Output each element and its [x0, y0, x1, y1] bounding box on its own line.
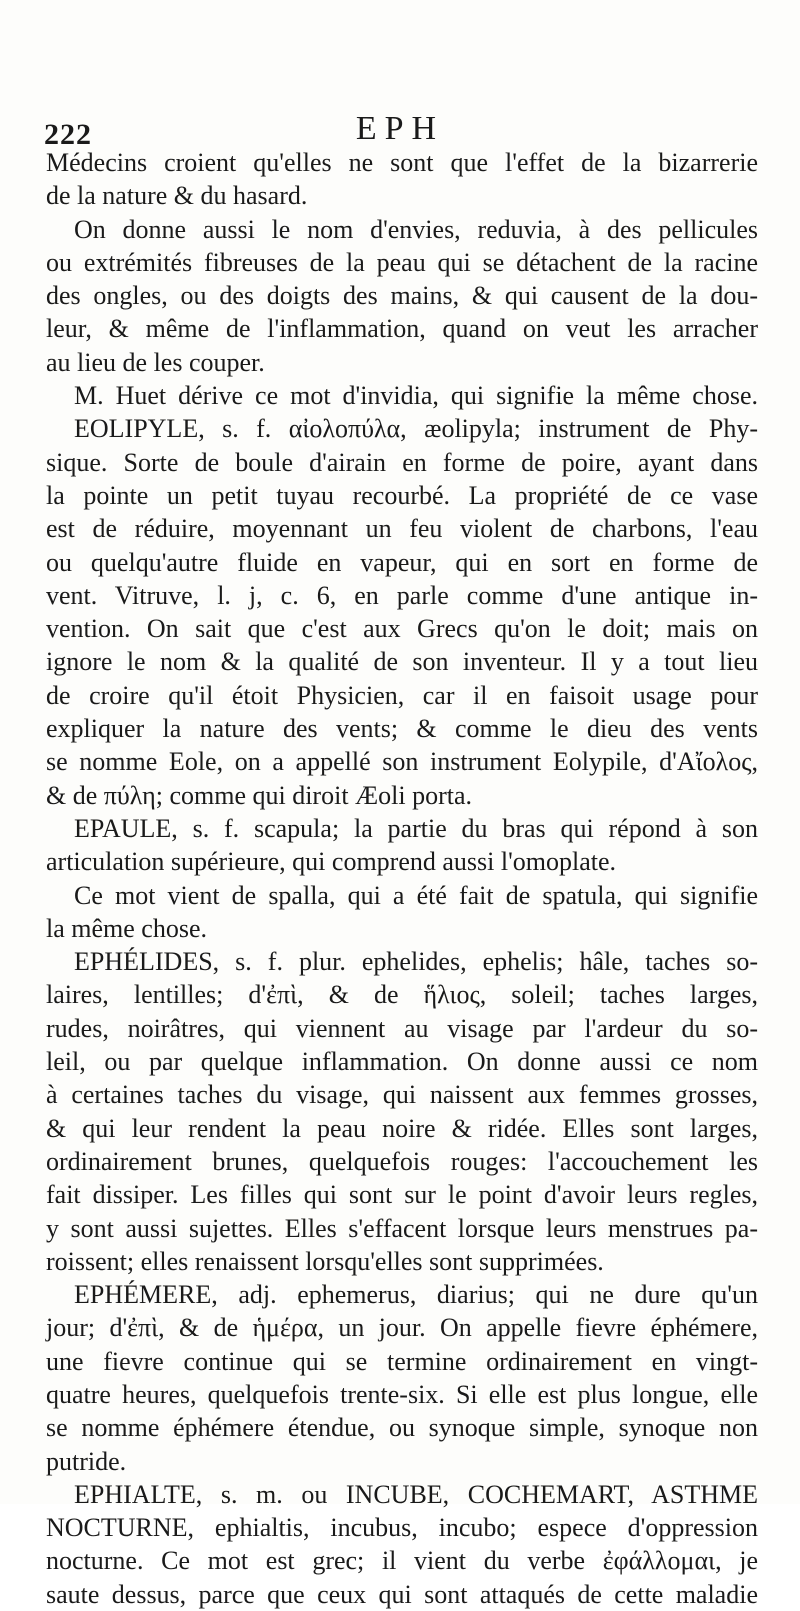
text-line: fait dissiper. Les filles qui sont sur le point d'avoir leurs regles,	[46, 1180, 758, 1210]
text-line: se nomme éphémere étendue, ou synoque simple, synoque non	[46, 1413, 758, 1443]
text-line: rudes, noirâtres, qui viennent au visage par l'ardeur du so-	[46, 1013, 758, 1043]
text-line: de la nature & du hasard.	[46, 181, 308, 211]
text-line: une fievre continue qui se termine ordinairement en vingt-	[46, 1346, 758, 1376]
text-line: expliquer la nature des vents; & comme le dieu des vents	[46, 714, 758, 744]
running-head: EPH	[355, 110, 445, 147]
text-line: sique. Sorte de boule d'airain en forme de poire, ayant dans	[46, 447, 758, 477]
text-line: vent. Vitruve, l. j, c. 6, en parle comme d'une antique in-	[46, 580, 758, 610]
text-line: à certaines taches du visage, qui naissent aux femmes grosses,	[46, 1080, 758, 1110]
text-line: putride.	[46, 1446, 127, 1476]
text-line: nocturne. Ce mot est grec; il vient du verbe ἐφάλλομαι, je	[46, 1546, 758, 1576]
text-line: est de réduire, moyennant un feu violent de charbons, l'eau	[46, 514, 758, 544]
text-line: laires, lentilles; d'ἐπὶ, & de ἥλιος, soleil; taches larges,	[46, 980, 758, 1010]
text-line: la pointe un petit tuyau recourbé. La propriété de ce vase	[46, 480, 758, 510]
text-line: jour; d'ἐπὶ, & de ἡμέρα, un jour. On appelle fievre éphémere,	[46, 1313, 758, 1343]
text-line: Ce mot vient de spalla, qui a été fait de spatula, qui signifie	[74, 880, 758, 910]
text-line: leil, ou par quelque inflammation. On donne aussi ce nom	[46, 1047, 758, 1077]
text-line: ou quelqu'autre fluide en vapeur, qui en sort en forme de	[46, 547, 758, 577]
text-line: ou extrémités fibreuses de la peau qui se détachent de la racine	[46, 247, 758, 277]
text-line: de croire qu'il étoit Physicien, car il en faisoit usage pour	[46, 680, 758, 710]
text-line: la même chose.	[46, 913, 207, 943]
text-line: vention. On sait que c'est aux Grecs qu'on le doit; mais on	[46, 614, 758, 644]
text-line: ignore le nom & la qualité de son inventeur. Il y a tout lieu	[46, 647, 758, 677]
text-line: se nomme Eole, on a appellé son instrument Eolypile, d'Αἴολος,	[46, 747, 758, 777]
text-line: NOCTURNE, ephialtis, incubus, incubo; espece d'oppression	[46, 1513, 758, 1543]
text-line: EPHÉLIDES, s. f. plur. ephelides, ephelis; hâle, taches so-	[74, 947, 758, 977]
text-line: On donne aussi le nom d'envies, reduvia, à des pellicules	[74, 214, 758, 244]
text-line: EPHÉMERE, adj. ephemerus, diarius; qui ne dure qu'un	[74, 1280, 758, 1310]
text-line: saute dessus, parce que ceux qui sont attaqués de cette maladie	[46, 1579, 758, 1609]
text-line: quatre heures, quelquefois trente-six. Si elle est plus longue, elle	[46, 1379, 758, 1409]
text-line: & qui leur rendent la peau noire & ridée. Elles sont larges,	[46, 1113, 758, 1143]
text-line: y sont aussi sujettes. Elles s'effacent lorsque leurs menstrues pa-	[46, 1213, 758, 1243]
text-line: leur, & même de l'inflammation, quand on veut les arracher	[46, 314, 758, 344]
text-line: articulation supérieure, qui comprend aussi l'omoplate.	[46, 847, 617, 877]
text-body	[46, 146, 758, 1611]
text-line: & de πύλη; comme qui diroit Æoli porta.	[46, 780, 473, 810]
text-line: ordinairement brunes, quelquefois rouges: l'accouchement les	[46, 1146, 758, 1176]
page-header	[0, 104, 800, 151]
page-number: 222	[44, 118, 92, 151]
text-line: roissent; elles renaissent lorsqu'elles sont supprimées.	[46, 1246, 604, 1276]
text-line: au lieu de les couper.	[46, 347, 265, 377]
text-line: Médecins croient qu'elles ne sont que l'effet de la bizarrerie	[46, 148, 758, 177]
text-line: EOLIPYLE, s. f. αἰολοπύλα, æolipyla; instrument de Phy-	[74, 414, 758, 444]
text-line: EPAULE, s. f. scapula; la partie du bras qui répond à son	[74, 813, 758, 843]
text-line: EPHIALTE, s. m. ou INCUBE, COCHEMART, ASTHME	[74, 1479, 758, 1509]
text-line: des ongles, ou des doigts des mains, & qui causent de la dou-	[46, 281, 758, 311]
text-line: M. Huet dérive ce mot d'invidia, qui signifie la même chose.	[74, 381, 758, 411]
